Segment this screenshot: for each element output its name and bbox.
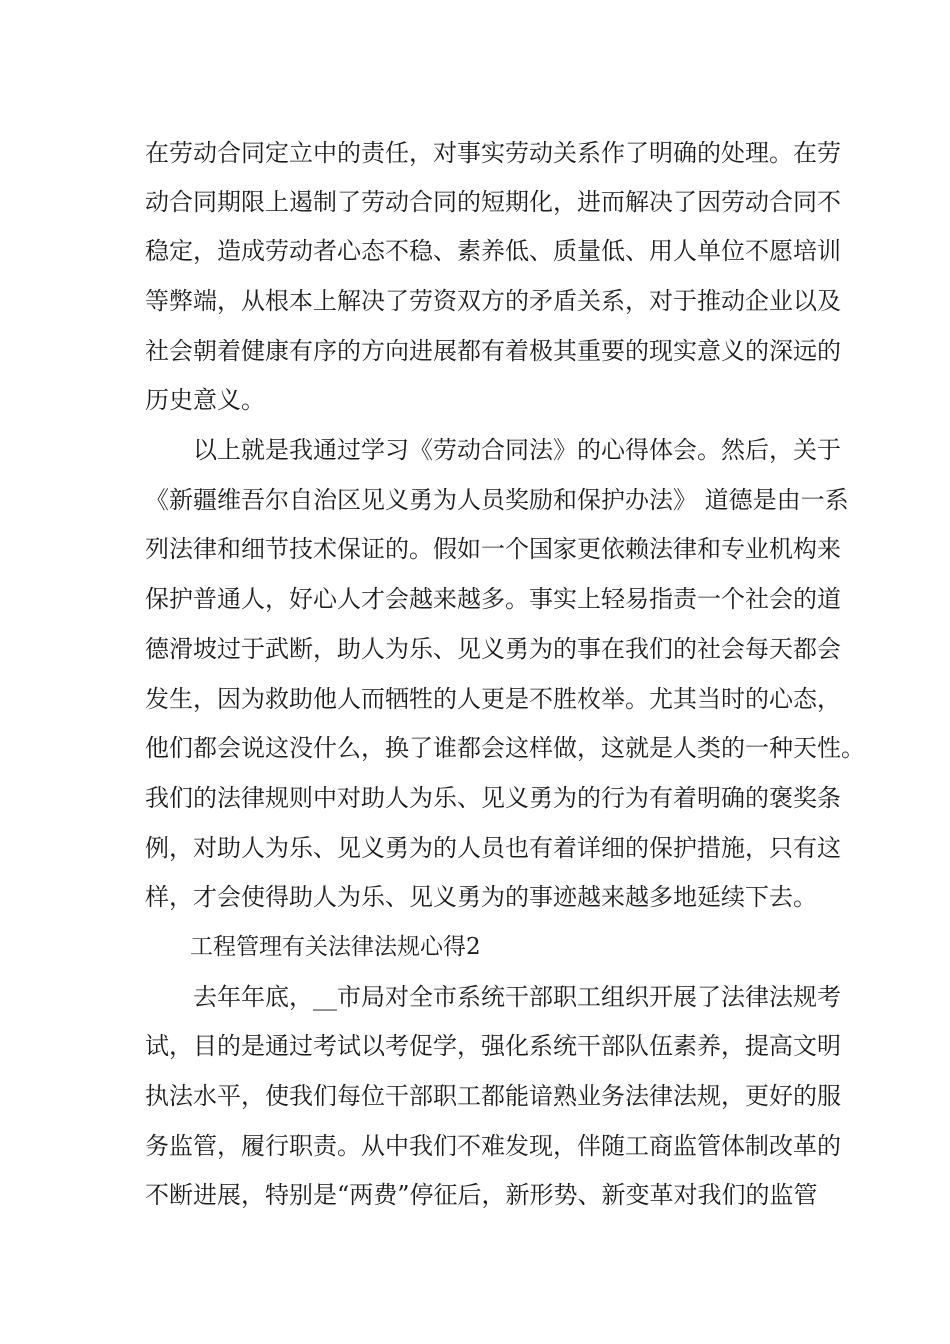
text-line: 在劳动合同定立中的责任，对事实劳动关系作了明确的处理。在劳 [145, 139, 841, 167]
text-line: 社会朝着健康有序的方向进展都有着极其重要的现实意义的深远的 [145, 337, 841, 365]
text-line: 历史意义。 [145, 386, 265, 414]
text-line: 德滑坡过于武断，助人为乐、见义勇为的事在我们的社会每天都会 [145, 635, 841, 663]
text-line: 务监管，履行职责。从中我们不难发现，伴随工商监管体制改革的 [145, 1132, 841, 1160]
text-line: 我们的法律规则中对助人为乐、见义勇为的行为有着明确的褒奖条 [145, 784, 841, 812]
paragraph-first-line: 去年年底，__市局对全市系统干部职工组织开展了法律法规考 [193, 983, 841, 1011]
text-line: 发生，因为救助他人而牺牲的人更是不胜枚举。尤其当时的心态， [145, 685, 841, 713]
text-line: 执法水平，使我们每位干部职工都能谙熟业务法律法规，更好的服 [145, 1082, 841, 1110]
text-line: 《新疆维吾尔自治区见义勇为人员奖励和保护办法》 道德是由一系 [145, 486, 849, 514]
text-line: 样，才会使得助人为乐、见义勇为的事迹越来越多地延续下去。 [145, 883, 817, 911]
text-line: 试，目的是通过考试以考促学，强化系统干部队伍素养，提高文明 [145, 1032, 841, 1060]
text-line: 保护普通人，好心人才会越来越多。事实上轻易指责一个社会的道 [145, 585, 841, 613]
text-line: 动合同期限上遏制了劳动合同的短期化，进而解决了因劳动合同不 [145, 188, 841, 216]
text-line: 稳定，造成劳动者心态不稳、素养低、质量低、用人单位不愿培训 [145, 237, 841, 265]
section-heading: 工程管理有关法律法规心得2 [190, 934, 481, 960]
text-line: 等弊端，从根本上解决了劳资双方的矛盾关系，对于推动企业以及 [145, 287, 841, 315]
text-line: 列法律和细节技术保证的。假如一个国家更依赖法律和专业机构来 [145, 535, 841, 563]
text-line: 例，对助人为乐、见义勇为的人员也有着详细的保护措施，只有这 [145, 834, 841, 862]
text-line: 他们都会说这没什么，换了谁都会这样做，这就是人类的一种天性。 [145, 734, 865, 762]
text-line: 不断进展，特别是“两费”停征后，新形势、新变革对我们的监管 [145, 1181, 818, 1209]
paragraph-first-line: 以上就是我通过学习《劳动合同法》的心得体会。然后，关于 [193, 436, 841, 464]
